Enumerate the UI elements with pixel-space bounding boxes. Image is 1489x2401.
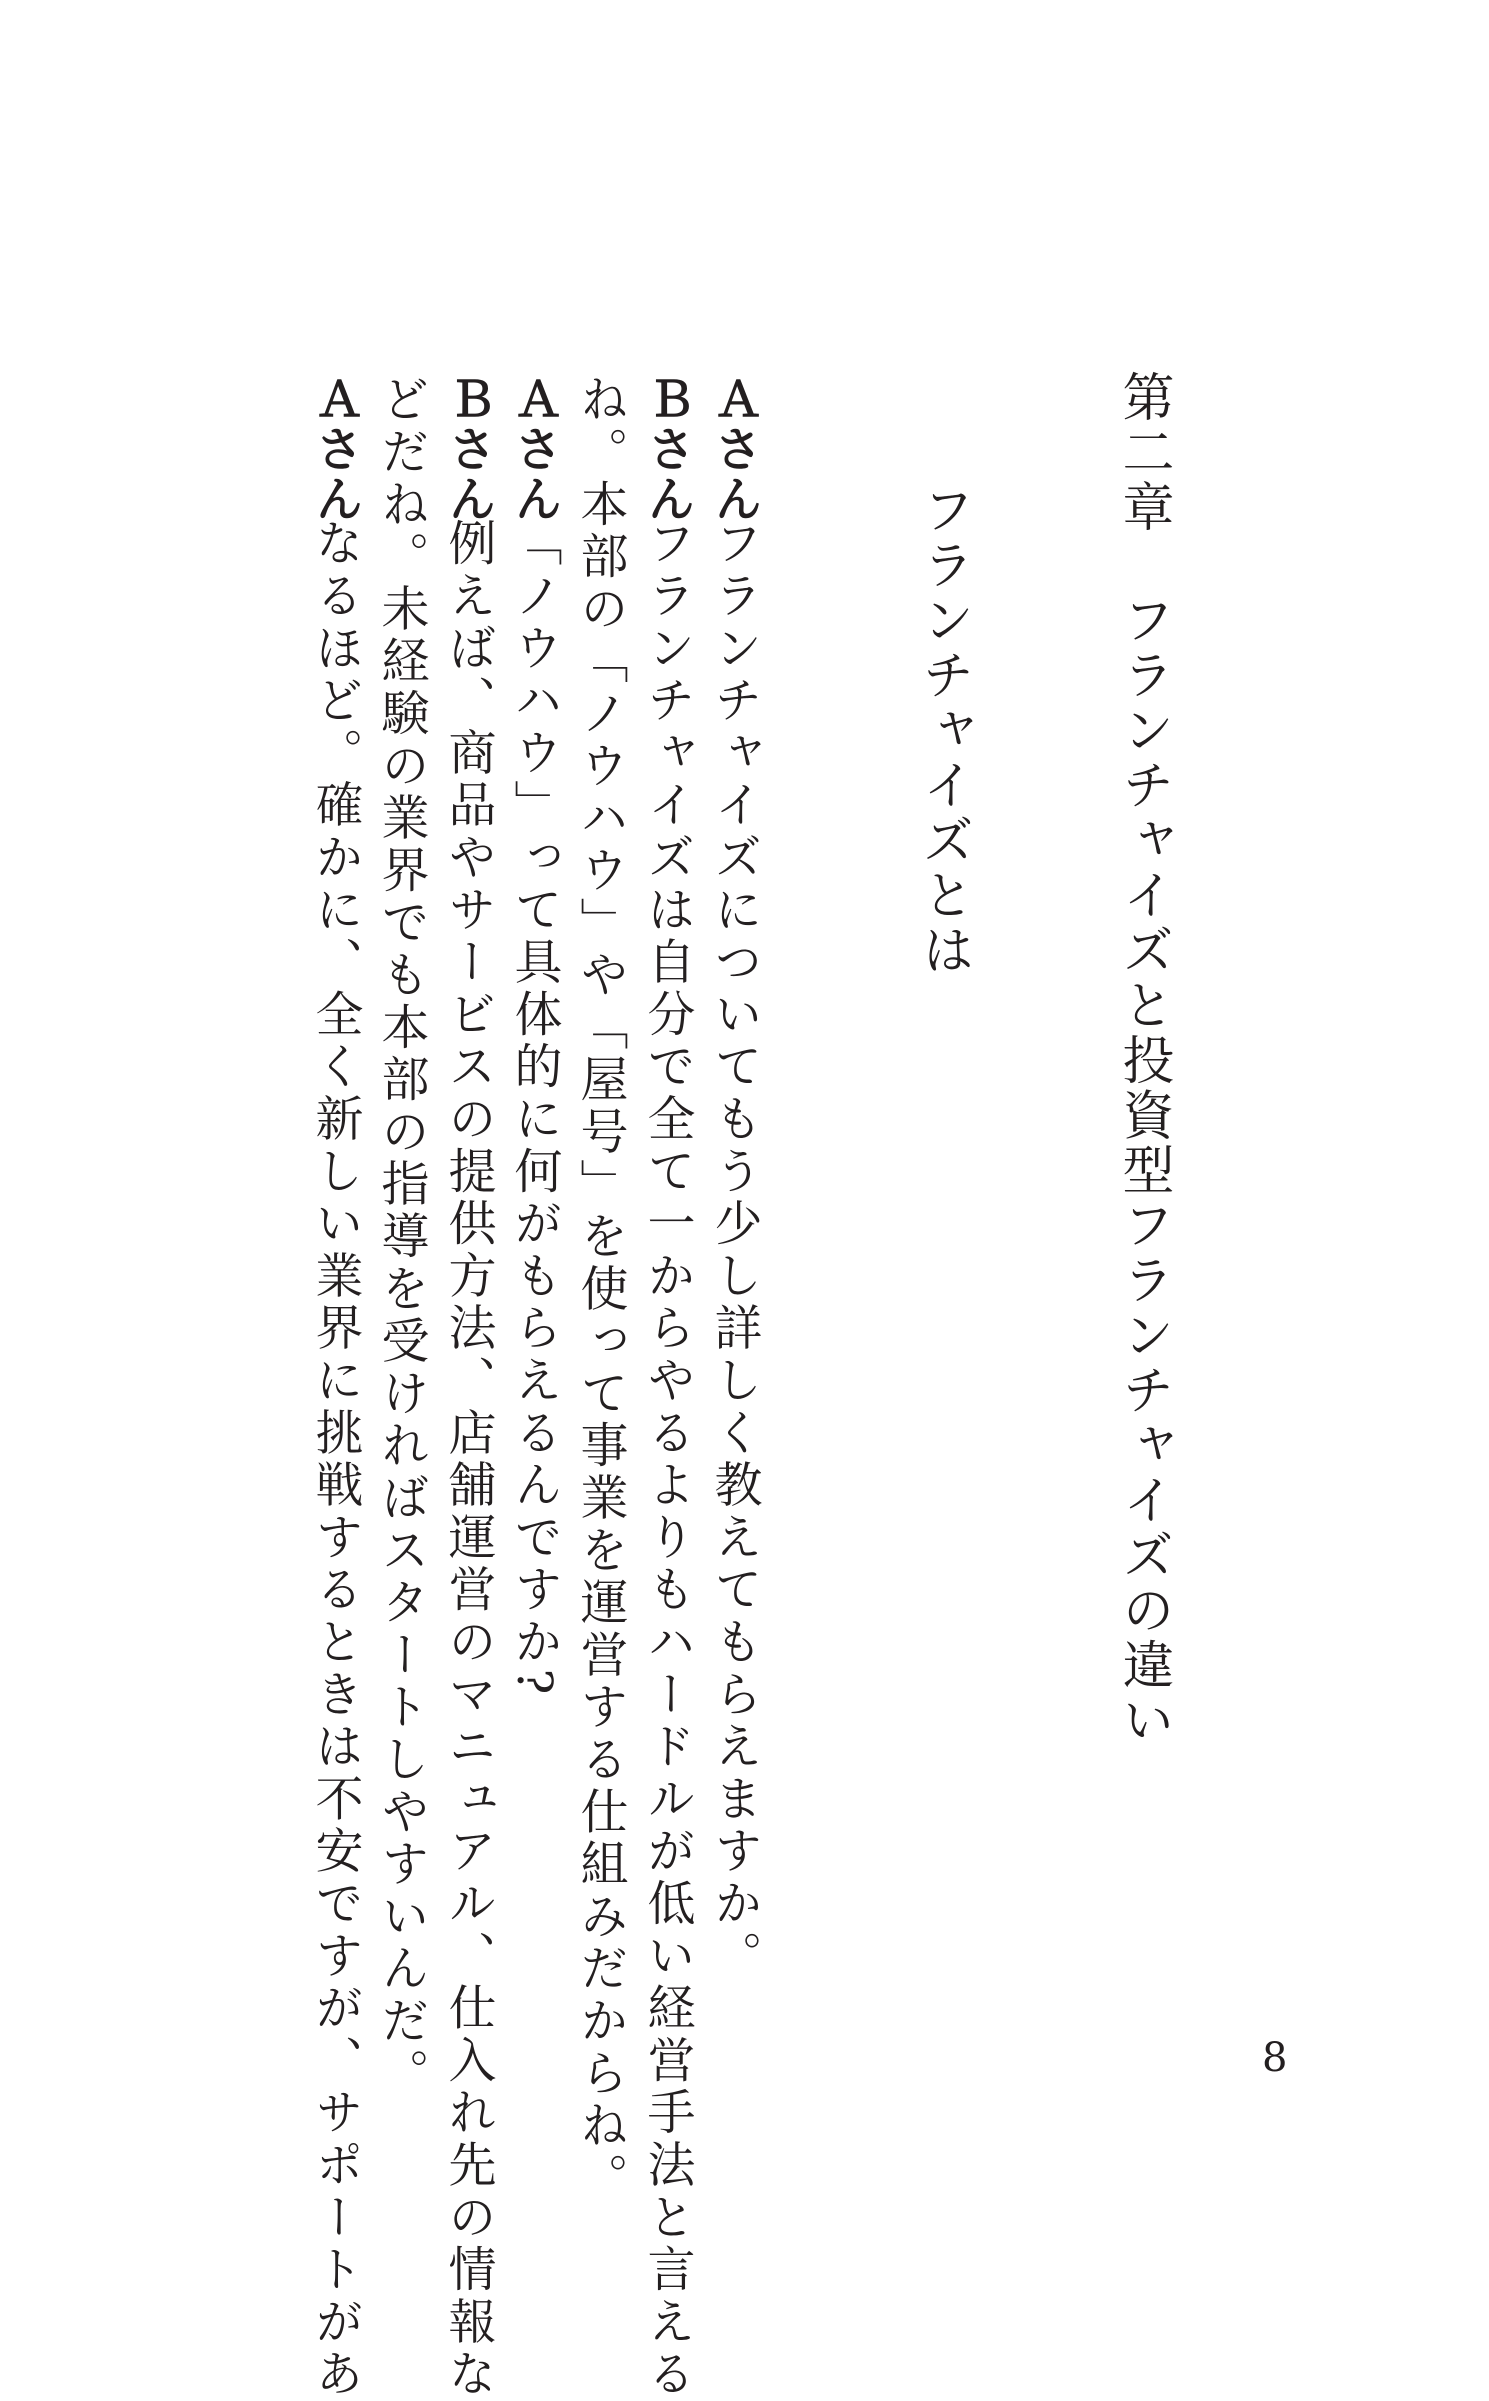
- dialogue-text: フランチャイズは自分で全て一からやるよりもハードルが低い経営手法と言える: [639, 518, 695, 2401]
- chapter-number: 第二章: [1113, 370, 1173, 535]
- dialogue-text: どだね。未経験の業界でも本部の指導を受ければスタートしやすいんだ。: [373, 374, 429, 2100]
- dialogue-text: フランチャイズについてもう少し詳しく教えてもらえますか。: [706, 518, 762, 1983]
- dialogue-line: [307, 374, 363, 2401]
- dialogue-text: 「ノウハウ」って具体的に何がもらえるんですか?: [506, 518, 562, 1699]
- dialogue-line: [506, 374, 562, 1699]
- dialogue-text: ね。本部の「ノウハウ」や「屋号」を使って事業を運営する仕組みだからね。: [572, 374, 628, 2205]
- dialogue-text: 例えば、商品やサービスの提供方法、店舗運営のマニュアル、仕入れ先の情報な: [440, 518, 496, 2401]
- page-number: 8: [1262, 2035, 1288, 2081]
- dialogue-line: [440, 374, 496, 2401]
- dialogue-line: [373, 374, 429, 2100]
- dialogue-line: [639, 374, 695, 2401]
- dialogue-text: なるほど。確かに、全く新しい業界に挑戦するときは不安ですが、サポートがあ: [307, 518, 363, 2401]
- speaker-label: Ｂさん: [639, 374, 695, 524]
- section-heading: フランチャイズとは: [913, 483, 973, 978]
- dialogue-line: [706, 374, 762, 1983]
- speaker-label: Ａさん: [706, 374, 762, 524]
- speaker-label: Ａさん: [307, 374, 363, 524]
- speaker-label: Ｂさん: [440, 374, 496, 524]
- dialogue-line: [572, 374, 628, 2205]
- chapter-heading: [1113, 370, 1173, 1748]
- chapter-title: フランチャイズと投資型フランチャイズの違い: [1113, 593, 1173, 1748]
- speaker-label: Ａさん: [506, 374, 562, 524]
